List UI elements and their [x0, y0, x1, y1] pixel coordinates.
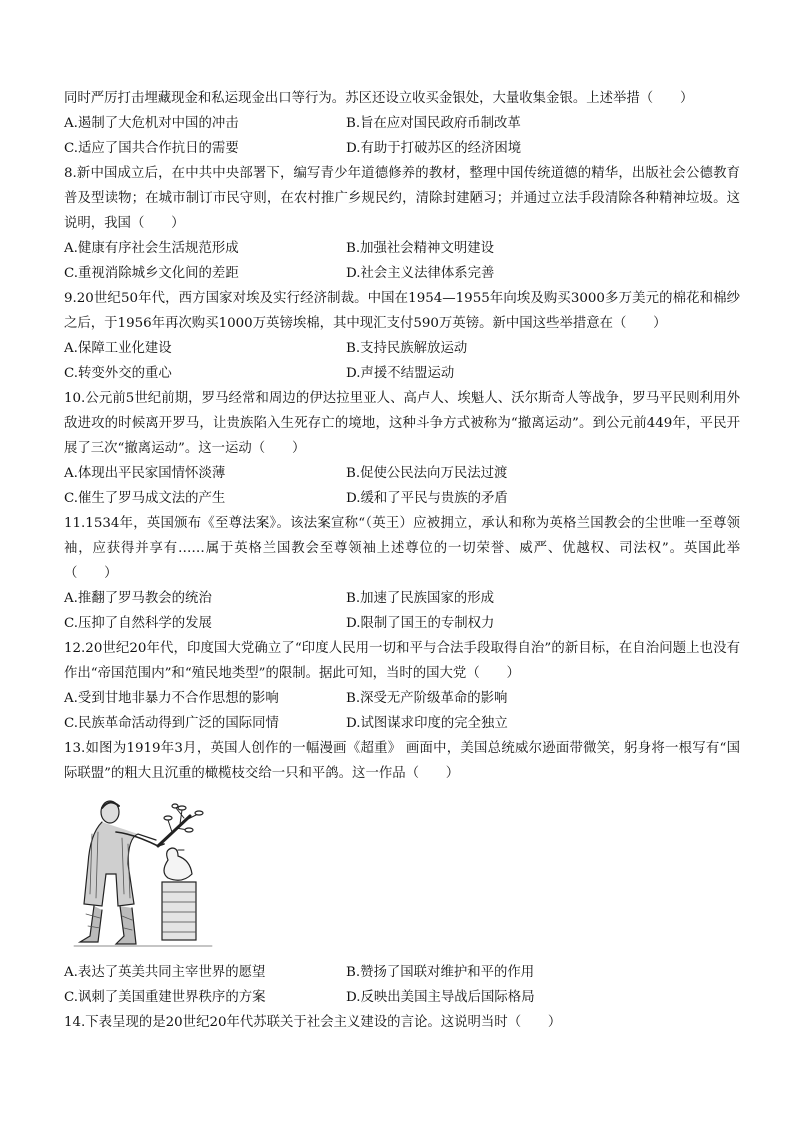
option-a[interactable]: A.健康有序社会生活规范形成: [64, 241, 239, 256]
option-d[interactable]: D.反映出美国主导战后国际格局: [346, 990, 535, 1005]
option-b[interactable]: B.赞扬了国联对维护和平的作用: [346, 965, 535, 980]
question-stem: 10.公元前5世纪前期，罗马经常和周边的伊达拉里亚人、高卢人、埃魁人、沃尔斯奇人等战争，罗马平民则利用外敌进攻的时候离开罗马，让贵族陷入生死存亡的境地，这种斗争方式被称为“撤离运动”。到公元前449年，平民开展了三次“撤离运动”。这一运动（ ）: [64, 391, 740, 456]
option-list: [64, 960, 740, 1010]
question-stem: 14.下表呈现的是20世纪20年代苏联关于社会主义建设的言论。这说明当时（ ）: [64, 1015, 562, 1030]
question-12: [64, 636, 740, 736]
question-14: [64, 1010, 740, 1035]
question-8: [64, 161, 740, 286]
option-a[interactable]: A.推翻了罗马教会的统治: [64, 591, 212, 606]
option-list: [64, 236, 740, 286]
option-b[interactable]: B.旨在应对国民政府币制改革: [346, 116, 521, 131]
option-b[interactable]: B.深受无产阶级革命的影响: [346, 691, 508, 706]
option-list: [64, 111, 740, 161]
question-13: [64, 736, 740, 1010]
option-b[interactable]: B.加强社会精神文明建设: [346, 241, 495, 256]
option-a[interactable]: A.表达了英美共同主宰世界的愿望: [64, 965, 266, 980]
question-stem: 9.20世纪50年代，西方国家对埃及实行经济制裁。中国在1954—1955年向埃及购买3000多万美元的棉花和棉纱之后，于1956年再次购买1000万英镑埃棉，其中现汇支付590万英镑。新中国这些举措意在（ ）: [64, 291, 740, 331]
question-11: [64, 511, 740, 636]
option-b[interactable]: B.支持民族解放运动: [346, 341, 468, 356]
option-b[interactable]: B.加速了民族国家的形成: [346, 591, 495, 606]
question-stem: 11.1534年，英国颁布《至尊法案》。该法案宣称“（英王）应被拥立，承认和称为英格兰国教会的尘世唯一至尊领袖，应获得并享有……属于英格兰国教会至尊领袖上述尊位的一切荣誉、威严、优越权、司法权”。英国此举（ ）: [64, 516, 740, 581]
option-a[interactable]: A.体现出平民家国情怀淡薄: [64, 466, 226, 481]
option-c[interactable]: C.重视消除城乡文化间的差距: [64, 266, 239, 281]
question-9: [64, 286, 740, 386]
option-c[interactable]: C.讽刺了美国重建世界秩序的方案: [64, 990, 266, 1005]
page-content: [64, 86, 740, 1035]
question-stem: 12.20世纪20年代，印度国大党确立了“印度人民用一切和平与合法手段取得自治”的新目标，在自治问题上也没有作出“帝国范围内”和“殖民地类型”的限制。据此可知，当时的国大党（ ）: [64, 641, 740, 681]
option-c[interactable]: C.压抑了自然科学的发展: [64, 616, 212, 631]
option-list: [64, 586, 740, 636]
question-stem: 8.新中国成立后，在中共中央部署下，编写青少年道德修养的教材，整理中国传统道德的精华，出版社会公德教育普及型读物；在城市制订市民守则，在农村推广乡规民约，清除封建陋习；并通过立法手段清除各种精神垃圾。这说明，我国（ ）: [64, 166, 740, 231]
option-a[interactable]: A.保障工业化建设: [64, 341, 172, 356]
option-d[interactable]: D.社会主义法律体系完善: [346, 266, 495, 281]
cartoon-illustration: [72, 794, 222, 952]
question-stem: 同时严厉打击埋藏现金和私运现金出口等行为。苏区还设立收买金银处，大量收集金银。上述举措（ ）: [64, 91, 694, 106]
option-d[interactable]: D.缓和了平民与贵族的矛盾: [346, 491, 508, 506]
option-d[interactable]: D.声援不结盟运动: [346, 366, 455, 381]
option-d[interactable]: D.限制了国王的专制权力: [346, 616, 495, 631]
option-d[interactable]: D.有助于打破苏区的经济困境: [346, 141, 522, 156]
option-d[interactable]: D.试图谋求印度的完全独立: [346, 716, 508, 731]
option-c[interactable]: C.适应了国共合作抗日的需要: [64, 141, 239, 156]
option-c[interactable]: C.转变外交的重心: [64, 366, 172, 381]
option-a[interactable]: A.遏制了大危机对中国的冲击: [64, 116, 239, 131]
question-stem: 13.如图为1919年3月，英国人创作的一幅漫画《超重》 画面中，美国总统威尔逊面带微笑，躬身将一根写有“国际联盟”的粗大且沉重的橄榄枝交给一只和平鸽。这一作品（ ）: [64, 741, 740, 781]
option-a[interactable]: A.受到甘地非暴力不合作思想的影响: [64, 691, 279, 706]
option-b[interactable]: B.促使公民法向万民法过渡: [346, 466, 508, 481]
option-c[interactable]: C.催生了罗马成文法的产生: [64, 491, 226, 506]
option-list: [64, 461, 740, 511]
option-list: [64, 336, 740, 386]
question-7-continued: [64, 86, 740, 161]
option-list: [64, 686, 740, 736]
question-10: [64, 386, 740, 511]
option-c[interactable]: C.民族革命活动得到广泛的国际同情: [64, 716, 279, 731]
